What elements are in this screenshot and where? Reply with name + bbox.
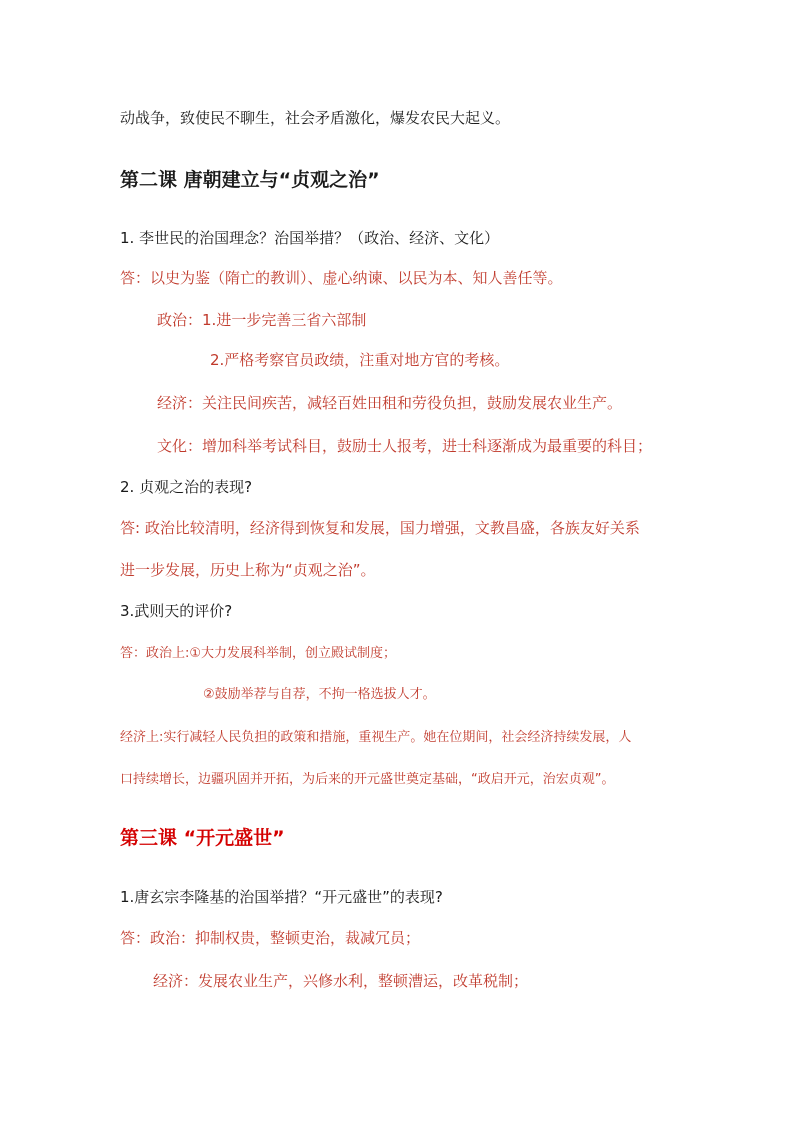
lesson2-question-2: 2. 贞观之治的表现? — [120, 478, 253, 496]
wuzetian-economy-line-2: 口持续增长，边疆巩固并开拓，为后来的开元盛世奠定基础，“政启开元，治宏贞观”。 — [120, 772, 615, 787]
lesson2-question-3: 3.武则天的评价? — [120, 602, 233, 620]
lesson3-title: 第三课 “开元盛世” — [120, 827, 285, 849]
lesson3-answer-1: 答：政治：抑制权贵，整顿吏治，裁减冗员； — [120, 929, 421, 947]
intro-line: 动战争，致使民不聊生，社会矛盾激化，爆发农民大起义。 — [120, 109, 511, 127]
lesson2-title: 第二课 唐朝建立与“贞观之治” — [120, 169, 380, 191]
politics-label: 政治： — [157, 311, 203, 329]
lesson2-answer-2-line-1: 答: 政治比较清明，经济得到恢复和发展，国力增强，文教昌盛，各族友好关系 — [120, 519, 640, 537]
lesson3-economy: 经济：发展农业生产，兴修水利，整顿漕运，改革税制； — [153, 972, 529, 990]
answer-text: 以史为鉴（隋亡的教训）、虚心纳谏、以民为本、知人善任等。 — [150, 269, 563, 287]
answer-label: 答： — [120, 269, 151, 287]
lesson3-question-1: 1.唐玄宗李隆基的治国举措？“开元盛世”的表现? — [120, 888, 443, 906]
politics-measure-1 — [157, 310, 366, 330]
lesson2-question-1: 1. 李世民的治国理念？治国举措？（政治、经济、文化） — [120, 229, 500, 247]
wuzetian-politics-2: ②鼓励举荐与自荐，不拘一格选拔人才。 — [203, 687, 436, 702]
wuzetian-economy-line-1: 经济上:实行减轻人民负担的政策和措施，重视生产。她在位期间，社会经济持续发展，人 — [120, 730, 632, 745]
lesson2-answer-2-line-2: 进一步发展，历史上称为“贞观之治”。 — [120, 561, 376, 579]
politics-measure-2: 2.严格考察官员政绩，注重对地方官的考核。 — [210, 351, 510, 369]
lesson2-answer-1 — [120, 268, 563, 288]
wuzetian-politics-1: 答：政治上:①大力发展科举制，创立殿试制度； — [120, 646, 397, 661]
culture-measure: 文化：增加科举考试科目，鼓励士人报考，进士科逐渐成为最重要的科目； — [157, 437, 653, 455]
economy-measure: 经济：关注民间疾苦，减轻百姓田租和劳役负担，鼓励发展农业生产。 — [157, 394, 623, 412]
politics-item-1: 1.进一步完善三省六部制 — [202, 311, 367, 329]
